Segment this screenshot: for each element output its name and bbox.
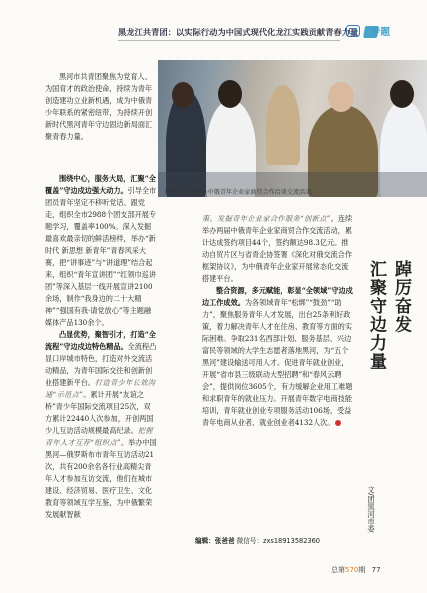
left-column bbox=[45, 173, 157, 521]
section-body-2b: 。累计开展“友谊之桥”青少年国际交流项目25次，双方累计22440人次参加，开创两国少儿互访活动规模最高纪录。 bbox=[45, 390, 154, 435]
mid-body-2: 为各领域青年“松绑”“鼓劲”“助力”，聚焦服务青年人才发展，出台25条利好政策，着力解决青年人才在住房、教育等方面的实际困难。争取231名西部计划、服务基层、兴边富民等领域的大学生志愿者落地黑河，为“五个黑河”建设输送可用人才。促进青年就业创业，开展“省市县三级联动大型招聘”和“春风云聘会”，提供岗位3605个，有力缓解企业用工难题和求职青年的就业压力。开展青年数字电商技能培训，青年就业创业专项服务活动106场，受益青年电商从业者、就业创业者4132人次。 bbox=[202, 298, 353, 427]
mid-body-1: 。连续举办两届中俄青年企业家商贸合作交流活动，累计达成签约项目44个，签约额达98.3亿元。推动自贸片区与省青企协签署《深化对俄交流合作框架协议》，为中俄青年企业家开展常态化交流搭建平台。 bbox=[202, 214, 353, 283]
section-lead-2: 凸显优势，聚智引才，打造“全流程”守边戍边特色精品。 bbox=[45, 330, 156, 351]
middle-column bbox=[202, 213, 354, 429]
monitor-icon bbox=[346, 25, 360, 37]
page-footer bbox=[331, 565, 381, 575]
header-rule bbox=[118, 40, 340, 41]
intro-paragraph: 黑河市共青团聚焦为党育人、为国育才的政治使命，持续为青年创造建功立业新机遇，成为中俄青少年联系的紧密纽带，为持续开创新时代黑河青年守边固边新局面汇聚青春力量。 bbox=[45, 72, 153, 141]
left-column-intro bbox=[45, 71, 155, 143]
photo-caption: 团黑河市委举办中俄青年企业家商贸合作洽谈交流活动。 bbox=[165, 189, 318, 196]
byline: 文/团黑河市委 bbox=[367, 486, 376, 533]
title-line-2: 汇聚守边力量 bbox=[366, 260, 386, 371]
page-number: 77 bbox=[371, 566, 381, 574]
section-body-2: 全流程凸显口岸城市特色，打造对外交流活动精品，为青年国际交往和创新创业搭建新平台。 bbox=[45, 342, 157, 387]
column-label: 专题 bbox=[371, 27, 391, 38]
end-mark-icon bbox=[335, 420, 341, 426]
section-body-2c: 。举办中国黑河—俄罗斯布市青年互访活动21次，共有200余名各行业高精尖青年人才参加互访交流，他们在城市建设、经济贸易、医疗卫生、文化教育等领域互学互鉴，为中俄繁荣发展献智献 bbox=[45, 438, 157, 519]
section-body-1: 引导全市团员青年坚定不移听党话、跟党走，组织全市2988个团支部开展专题学习，覆盖率100%。深入发掘最喜欢最亲切的鲜活榜样，举办“新时代 新思想 新青年”青春风采大赛，把“讲事迹”与“讲道理”结合起来，组织“青年宣讲团”“红领巾巡讲团”等深入基层一线开展宣讲2100余场，制作“我身边的二十大精神”“强国有我·请党放心”等主题融媒体产品130余个。 bbox=[45, 186, 157, 327]
article-title bbox=[360, 260, 420, 510]
photo-meeting bbox=[158, 60, 427, 197]
section-lead-1: 围绕中心，服务大局，汇聚“全覆盖”守边戍边强大动力。 bbox=[45, 174, 156, 195]
page-header bbox=[0, 0, 427, 62]
issue-suffix: 期 bbox=[358, 566, 366, 574]
header-title: 黑龙江共青团：以实际行动为中国式现代化龙江实践贡献青春力量 bbox=[118, 27, 359, 37]
issue-number: 570 bbox=[345, 566, 359, 574]
editor-name: 编辑：张爸爸 bbox=[195, 537, 235, 545]
title-line-1: 踔厉奋发 bbox=[391, 260, 411, 334]
editor-wechat: 微信号：zxs18913582360 bbox=[236, 537, 320, 545]
callout-2: 把握青年人才互荐“组织点” bbox=[45, 426, 153, 447]
editor-info bbox=[195, 535, 320, 545]
callout-3: 策。发掘青年企业家合作服务“创新点” bbox=[202, 214, 331, 223]
section-lead-3: 整合资源，多元赋能，彰显“全领域”守边戍边工作成效。 bbox=[202, 286, 353, 307]
issue-prefix: 总第 bbox=[331, 566, 345, 574]
callout-1: 打造青少年长效沟通“示范点” bbox=[45, 378, 156, 399]
